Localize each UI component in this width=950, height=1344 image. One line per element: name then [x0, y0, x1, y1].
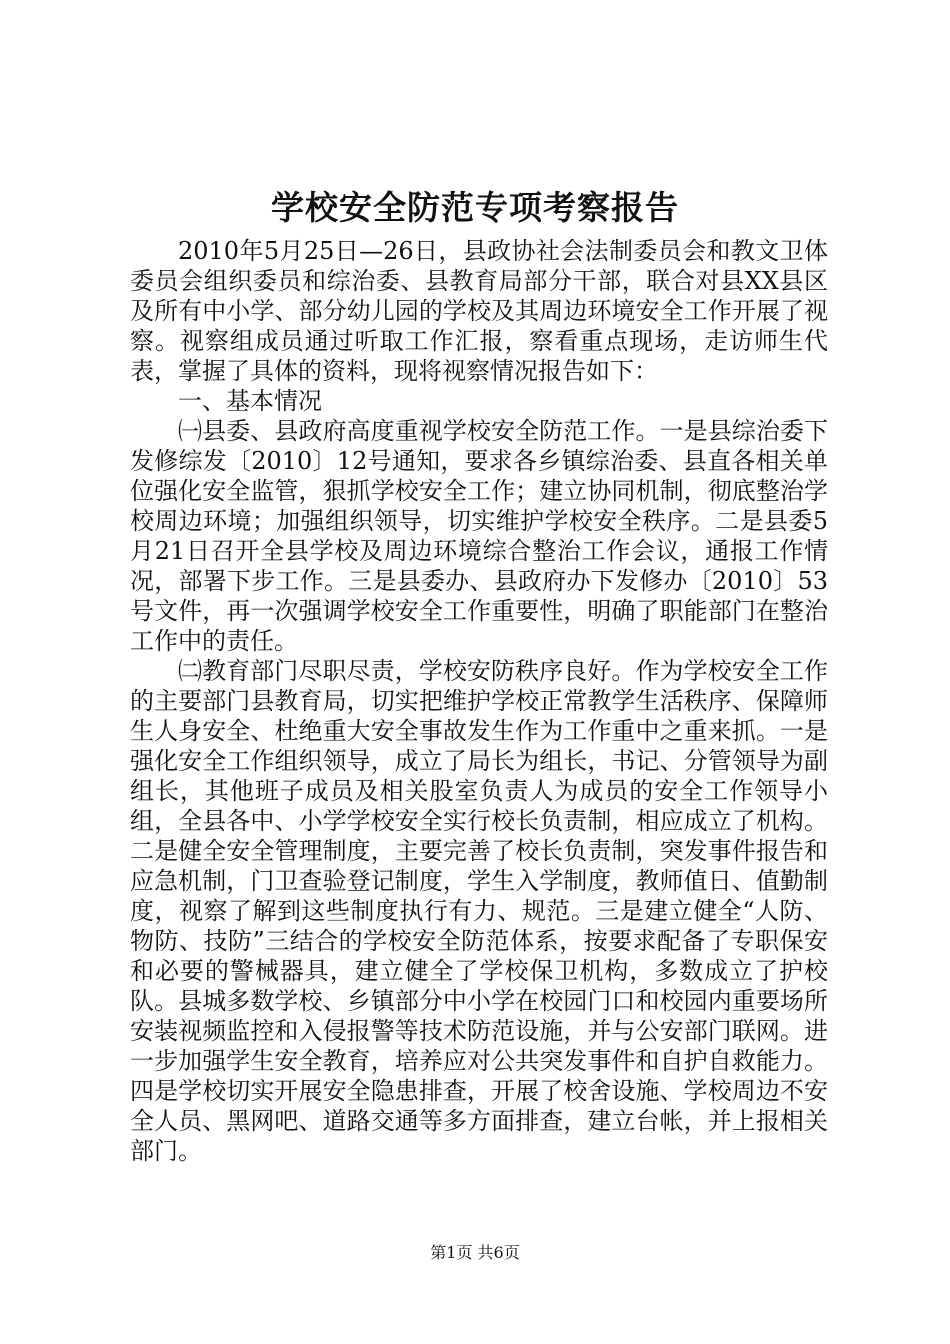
intro-paragraph: 2010年5月25日—26日，县政协社会法制委员会和教文卫体委员会组织委员和综治委、县教育局部分干部，联合对县XX县区及所有中小学、部分幼儿园的学校及其周边环境安全工作开展了视察。视察组成员通过听取工作汇报，察看重点现场，走访师生代表，掌握了具体的资料，现将视察情况报告如下： [130, 237, 828, 385]
document-body [130, 236, 828, 1166]
body-paragraph-1: ㈠县委、县政府高度重视学校安全防范工作。一是县综治委下发修综发〔2010〕12号通知，要求各乡镇综治委、县直各相关单位强化安全监管，狠抓学校安全工作；建立协同机制，彻底整治学校周边环境；加强组织领导，切实维护学校安全秩序。二是县委5月21日召开全县学校及周边环境综合整治工作会议，通报工作情况，部署下步工作。三是县委办、县政府办下发修办〔2010〕53号文件，再一次强调学校安全工作重要性，明确了职能部门在整治工作中的责任。 [130, 417, 828, 655]
page-footer: 第1页 共6页 [430, 1243, 520, 1262]
body-paragraph-2: ㈡教育部门尽职尽责，学校安防秩序良好。作为学校安全工作的主要部门县教育局，切实把维护学校正常教学生活秩序、保障师生人身安全、杜绝重大安全事故发生作为工作重中之重来抓。一是强化安全工作组织领导，成立了局长为组长，书记、分管领导为副组长，其他班子成员及相关股室负责人为成员的安全工作领导小组，全县各中、小学学校安全实行校长负责制，相应成立了机构。二是健全安全管理制度，主要完善了校长负责制，突发事件报告和应急机制，门卫查验登记制度，学生入学制度，教师值日、值勤制度，视察了解到这些制度执行有力、规范。三是建立健全“人防、物防、技防”三结合的学校安全防范体系，按要求配备了专职保安和必要的警械器具，建立健全了学校保卫机构，多数成立了护校队。县城多数学校、乡镇部分中小学在校园门口和校园内重要场所安装视频监控和入侵报警等技术防范设施，并与公安部门联网。进一步加强学生安全教育，培养应对公共突发事件和自护自救能力。四是学校切实开展安全隐患排查，开展了校舍设施、学校周边不安全人员、黑网吧、道路交通等多方面排查，建立台帐，并上报相关部门。 [130, 657, 828, 1165]
page-title: 学校安全防范专项考察报告 [271, 188, 679, 227]
section-heading: 一、基本情况 [178, 387, 322, 415]
